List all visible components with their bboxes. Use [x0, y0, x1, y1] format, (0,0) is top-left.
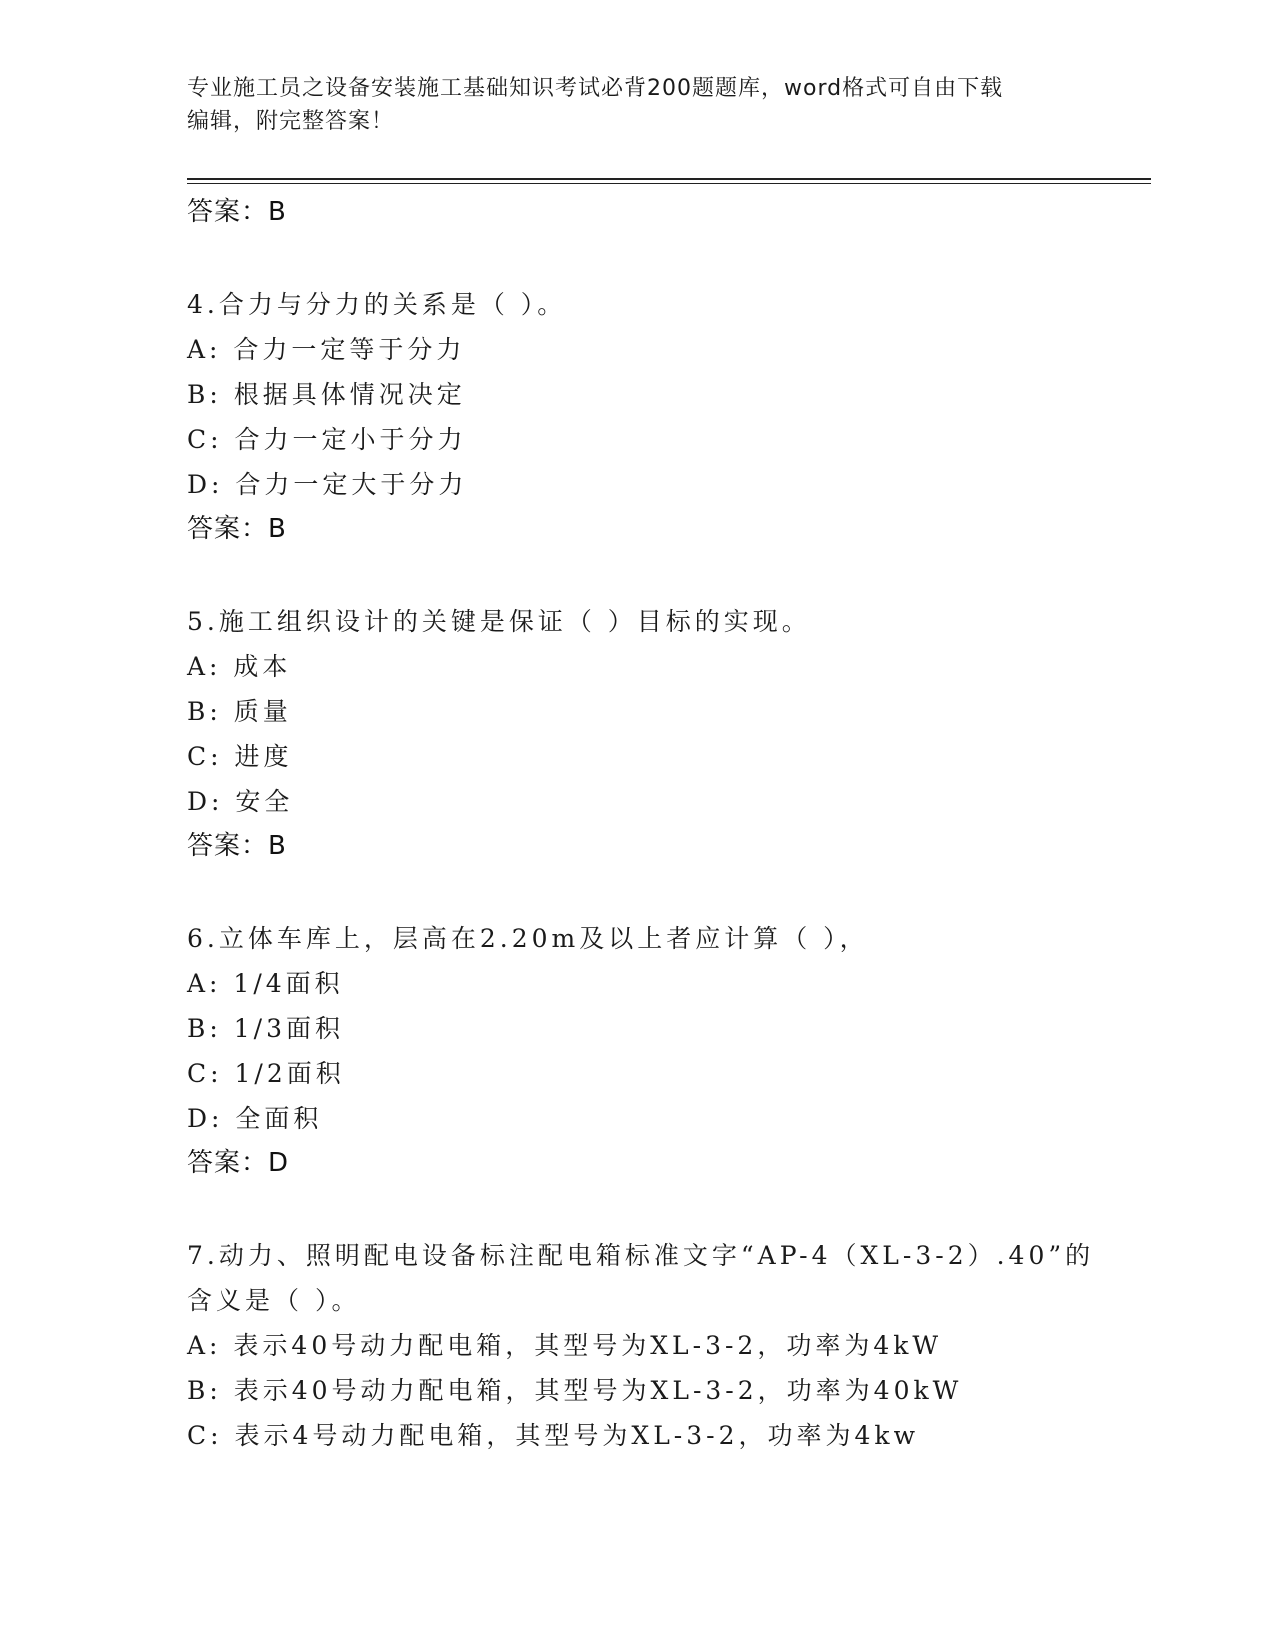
option-c: C: 表示4号动力配电箱，其型号为XL-3-2，功率为4kw [187, 1421, 919, 1450]
question-block-7 [187, 1233, 1095, 1458]
question-list [187, 190, 1095, 1458]
option-a: A: 成本 [187, 652, 292, 681]
header-line-2: 编辑，附完整答案！ [187, 109, 395, 134]
option-b: B: 1/3面积 [187, 1014, 344, 1043]
question-block-6 [187, 916, 1087, 1186]
option-a: A: 表示40号动力配电箱，其型号为XL-3-2，功率为4kW [187, 1331, 943, 1360]
option-d: D: 安全 [187, 787, 294, 816]
option-b: B: 质量 [187, 697, 292, 726]
option-b: B: 根据具体情况决定 [187, 380, 466, 409]
question-block-4 [187, 282, 1087, 552]
question-block-5 [187, 599, 1087, 869]
question-text: 6.立体车库上，层高在2.20m及以上者应计算（ ）， [187, 924, 869, 953]
option-a: A: 合力一定等于分力 [187, 335, 466, 364]
option-a: A: 1/4面积 [187, 969, 344, 998]
question-text: 4.合力与分力的关系是（ ）。 [187, 290, 567, 319]
header-rule-thin [187, 183, 1151, 184]
option-c: C: 1/2面积 [187, 1059, 345, 1088]
document-header [187, 72, 1067, 138]
header-line-1: 专业施工员之设备安装施工基础知识考试必背200题题库，word格式可自由下载 [187, 76, 1004, 101]
answer-line: 答案：B [187, 514, 287, 544]
option-c: C: 合力一定小于分力 [187, 425, 467, 454]
question-text: 5.施工组织设计的关键是保证（ ）目标的实现。 [187, 607, 811, 636]
previous-answer: 答案：B [187, 197, 287, 227]
header-rule-thick [187, 178, 1151, 180]
option-c: C: 进度 [187, 742, 293, 771]
option-d: D: 合力一定大于分力 [187, 470, 468, 499]
option-b: B: 表示40号动力配电箱，其型号为XL-3-2，功率为40kW [187, 1376, 963, 1405]
option-d: D: 全面积 [187, 1104, 323, 1133]
question-text-line-1: 7.动力、照明配电设备标注配电箱标准文字“AP-4（XL-3-2）.40”的 [187, 1241, 1095, 1270]
question-text-line-2: 含义是（ ）。 [187, 1286, 361, 1315]
answer-line: 答案：B [187, 831, 287, 861]
answer-line: 答案：D [187, 1148, 290, 1178]
